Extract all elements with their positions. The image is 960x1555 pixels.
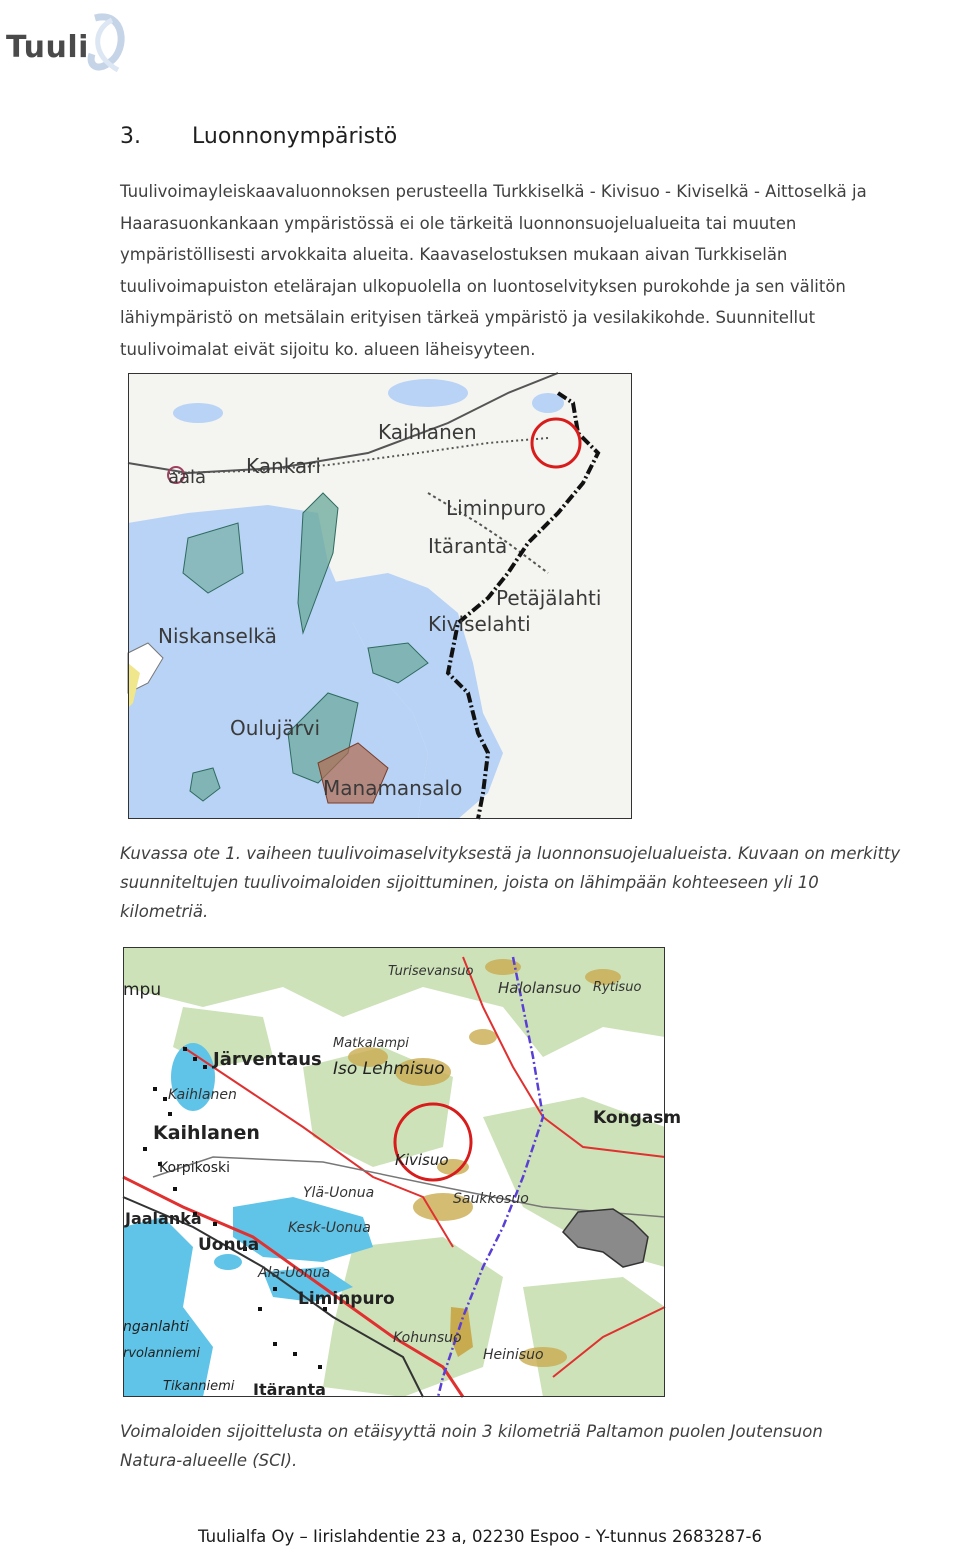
- map2-label: Kaihlanen: [168, 1087, 237, 1103]
- map2-label: Turisevansuo: [388, 964, 474, 979]
- caption-line: Natura-alueelle (SCI).: [120, 1451, 298, 1470]
- body-line: ympäristöllisesti arvokkaita alueita. Kaavaselostuksen mukaan aivan Turkkiselän: [120, 245, 788, 264]
- map1-label: Kiviselahti: [428, 612, 531, 636]
- map1-label: aala: [168, 467, 207, 488]
- caption-line: Voimaloiden sijoittelusta on etäisyyttä noin 3 kilometriä Paltamon puolen Joutensuon: [120, 1422, 823, 1441]
- section-number: 3.: [120, 124, 141, 149]
- bog: [485, 959, 521, 975]
- caption-line: Kuvassa ote 1. vaiheen tuulivoimaselvityksestä ja luonnonsuojelualueista. Kuvaan on merkitty: [120, 844, 901, 863]
- map1-label: Oulujärvi: [230, 716, 321, 740]
- section-heading: [120, 124, 397, 149]
- company-logo: [0, 0, 135, 85]
- map2-label: Kivisuo: [395, 1151, 449, 1169]
- map2-label: Kesk-Uonua: [288, 1220, 371, 1236]
- map2-label: Rytisuo: [593, 980, 642, 995]
- map2-label: Korpikoski: [159, 1160, 231, 1176]
- body-line: lähiympäristö on metsälain erityisen tärkeä ympäristö ja vesilakikohde. Suunnitellut: [120, 308, 816, 327]
- map2-label: Itäranta: [253, 1380, 326, 1399]
- caption-line: kilometriä.: [120, 902, 209, 921]
- logo-text: Tuuli: [6, 30, 89, 65]
- body-line: Tuulivoimayleiskaavaluonnoksen perusteella Turkkiselkä - Kivisuo - Kiviselkä - Aittoselkä ja: [120, 182, 867, 201]
- small-lake: [173, 403, 223, 423]
- map2-label: mpu: [123, 980, 162, 1000]
- map1-label: Liminpuro: [446, 496, 546, 520]
- section-title: Luonnonympäristö: [192, 124, 398, 149]
- map2-caption: [120, 1417, 960, 1475]
- page-footer: Tuulialfa Oy – Iirislahdentie 23 a, 02230 Espoo - Y-tunnus 2683287-6: [198, 1527, 762, 1546]
- map2-label: Halolansuo: [498, 979, 582, 997]
- lake: [214, 1254, 242, 1270]
- map2-label: Ala-Uonua: [258, 1265, 331, 1281]
- map2-label: Uonua: [198, 1235, 260, 1255]
- map1-label: Petäjälahti: [496, 586, 602, 610]
- map2-label: Liminpuro: [298, 1289, 395, 1309]
- map2-label: Ylä-Uonua: [303, 1185, 375, 1201]
- map1-label: Kaihlanen: [378, 420, 477, 444]
- map1-label: Kankari: [246, 454, 321, 478]
- map1-label: Itäranta: [428, 534, 508, 558]
- caption-line: suunniteltujen tuulivoimaloiden sijoittuminen, joista on lähimpään kohteeseen yli 10: [120, 873, 819, 892]
- map2-label: Saukkosuo: [453, 1191, 529, 1207]
- map2-label: Heinisuo: [483, 1347, 544, 1363]
- bog: [469, 1029, 497, 1045]
- map2-label: Kaihlanen: [153, 1122, 260, 1144]
- map2-label: Iso Lehmisuo: [333, 1059, 445, 1079]
- body-paragraph: [120, 176, 940, 365]
- map2-label: Jaalanka: [125, 1209, 202, 1228]
- small-lake: [388, 379, 468, 407]
- map1-label: Niskanselkä: [158, 624, 277, 648]
- body-line: Haarasuonkankaan ympäristössä ei ole tärkeitä luonnonsuojelualueita tai muuten: [120, 213, 797, 233]
- body-line: tuulivoimalat eivät sijoitu ko. alueen läheisyyteen.: [120, 339, 536, 359]
- forest-area: [523, 1277, 665, 1397]
- map2-label: Kongasm: [593, 1108, 682, 1128]
- body-line: tuulivoimapuiston etelärajan ulkopuolella on luontoselvityksen purokohde ja sen välitön: [120, 276, 846, 296]
- natura-area-map: [123, 947, 682, 1399]
- map2-label: Järventaus: [213, 1049, 322, 1070]
- map2-label: nganlahti: [123, 1319, 189, 1335]
- protected-areas-map: [128, 373, 632, 819]
- map1-caption: [120, 839, 960, 926]
- map2-label: rvolanniemi: [123, 1346, 200, 1361]
- map2-label: Tikanniemi: [163, 1379, 235, 1394]
- map2-label: Kohunsuo: [393, 1330, 462, 1346]
- map1-label: Manamansalo: [323, 776, 463, 800]
- map2-label: Matkalampi: [333, 1036, 409, 1051]
